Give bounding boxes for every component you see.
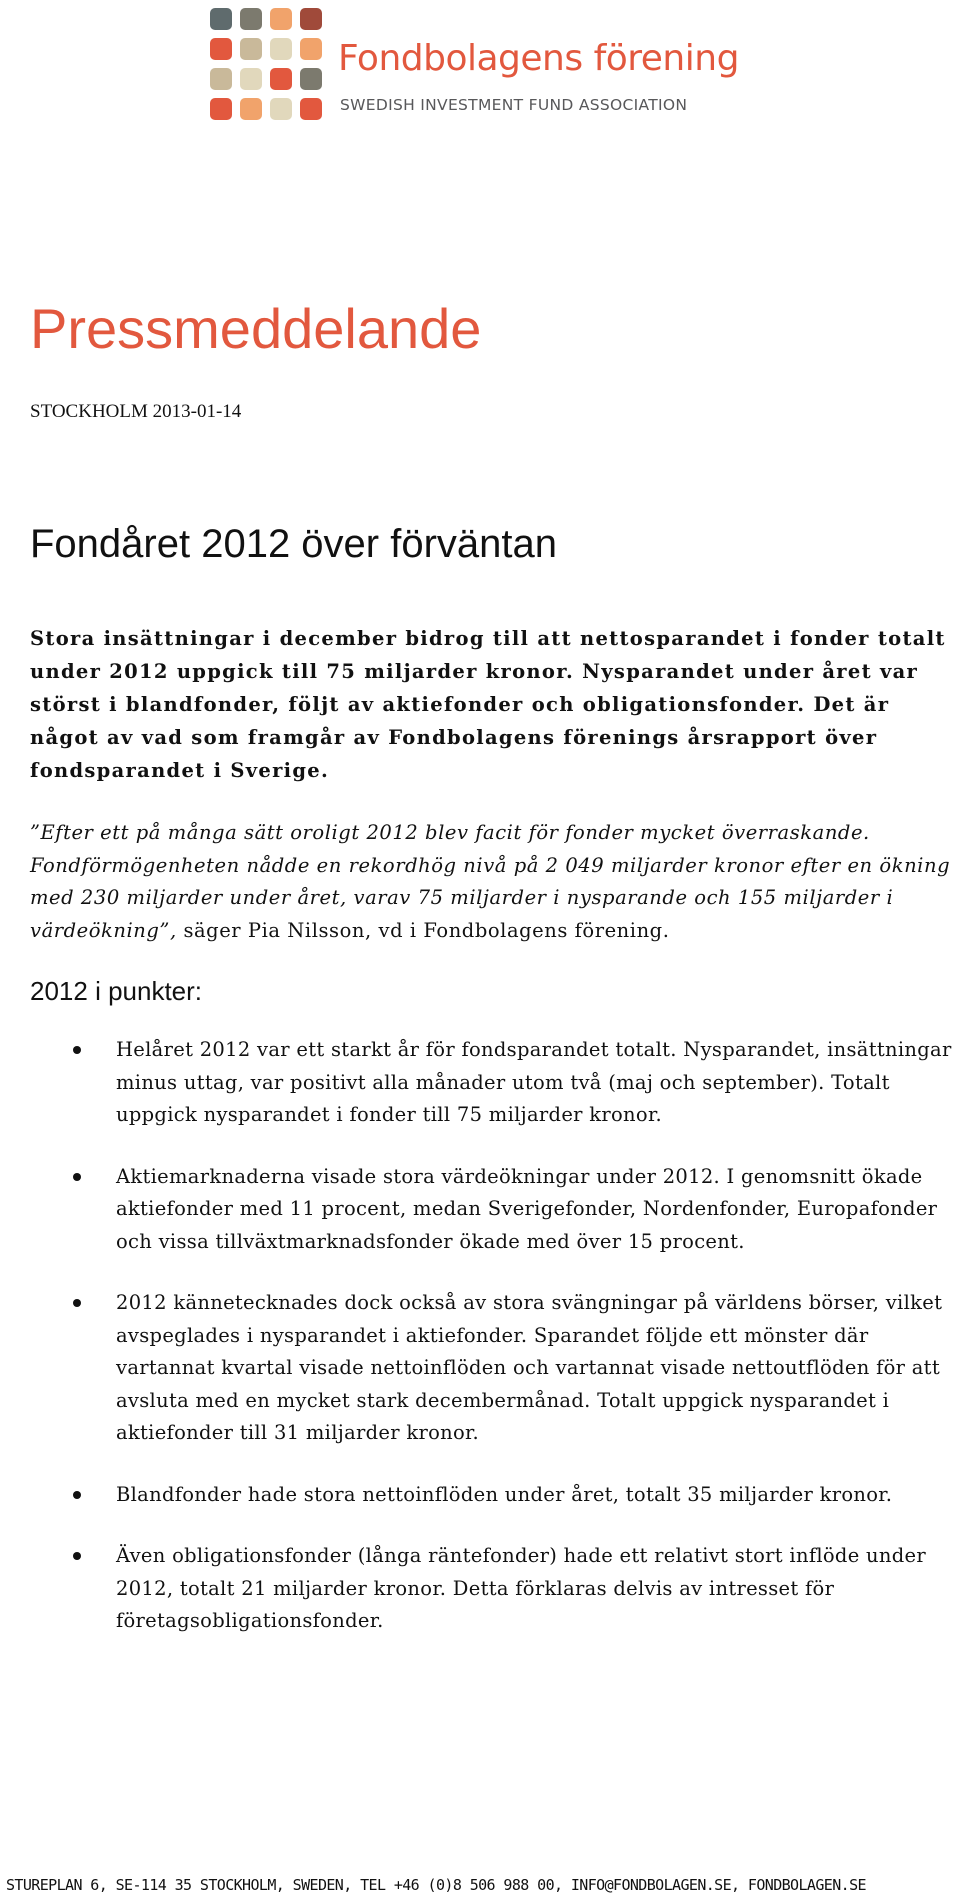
dateline: STOCKHOLM 2013-01-14 — [30, 401, 242, 422]
quote-paragraph — [30, 817, 960, 947]
quote-text: ”Efter ett på många sätt oroligt 2012 blev facit för fonder mycket överraskande. Fondförmögenheten nådde en rekordhög nivå på 2 049 miljarder kronor efter en ökning med 230 miljarder under året, varav 75 miljarder i nysparande och 155 miljarder i värdeökning”, — [30, 821, 951, 942]
bullet-icon — [73, 1046, 81, 1054]
logo-square — [210, 8, 232, 30]
list-item-text: 2012 kännetecknades dock också av stora svängningar på världens börser, vilket avspeglades i nysparandet i aktiefonder. Sparandet följde ett mönster där vartannat kvartal visade nettoinflöden och vartannat visade nettoutflöden för att avsluta med en mycket stark decembermånad. Totalt uppgick nysparandet i aktiefonder till 31 miljarder kronor. — [116, 1291, 943, 1444]
logo-square — [300, 98, 322, 120]
logo-square — [210, 98, 232, 120]
logo-square — [210, 68, 232, 90]
logo-square — [270, 68, 292, 90]
logo-square — [240, 8, 262, 30]
list-item — [116, 1540, 960, 1638]
footer-contact: STUREPLAN 6, SE-114 35 STOCKHOLM, SWEDEN, TEL +46 (0)8 506 988 00, INFO@FONDBOLAGEN.SE, FONDBOLAGEN.SE — [6, 1876, 866, 1894]
logo-square — [240, 38, 262, 60]
article-title: Fondåret 2012 över förväntan — [30, 522, 558, 566]
logo-square — [270, 38, 292, 60]
logo-square — [270, 8, 292, 30]
logo-square — [300, 68, 322, 90]
list-item — [116, 1479, 960, 1512]
press-release-heading: Pressmeddelande — [30, 297, 482, 360]
section-heading: 2012 i punkter: — [30, 976, 203, 1006]
key-points-list — [116, 1034, 960, 1667]
list-item-text: Även obligationsfonder (långa räntefonder) hade ett relativt stort inflöde under 2012, totalt 21 miljarder kronor. Detta förklaras delvis av intresset för företagsobligationsfonder. — [116, 1544, 927, 1632]
lead-paragraph: Stora insättningar i december bidrog till att nettosparandet i fonder totalt under 2012 uppgick till 75 miljarder kronor. Nysparandet under året var störst i blandfonder, följt av aktiefonder och obligationsfonder. Det är något av vad som framgår av Fondbolagens förenings årsrapport över fondsparandet i Sverige. — [30, 627, 946, 782]
list-item — [116, 1034, 960, 1132]
logo-mark — [210, 8, 322, 120]
logo-square — [300, 38, 322, 60]
logo-name: Fondbolagens förening — [338, 38, 739, 79]
bullet-icon — [73, 1299, 81, 1307]
logo-square — [240, 68, 262, 90]
list-item — [116, 1161, 960, 1259]
logo-square — [270, 98, 292, 120]
logo-tagline: SWEDISH INVESTMENT FUND ASSOCIATION — [340, 96, 688, 114]
list-item-text: Blandfonder hade stora nettoinflöden under året, totalt 35 miljarder kronor. — [116, 1482, 893, 1506]
bullet-icon — [73, 1552, 81, 1560]
quote-attribution: säger Pia Nilsson, vd i Fondbolagens förening. — [176, 918, 670, 942]
list-item-text: Helåret 2012 var ett starkt år för fondsparandet totalt. Nysparandet, insättningar minus uttag, var positivt alla månader utom två (maj och september). Totalt uppgick nysparandet i fonder till 75 miljarder kronor. — [116, 1038, 952, 1126]
list-item-text: Aktiemarknaderna visade stora värdeökningar under 2012. I genomsnitt ökade aktiefonder med 11 procent, medan Sverigefonder, Nordenfonder, Europafonder och vissa tillväxtmarknadsfonder ökade med över 15 procent. — [116, 1164, 938, 1253]
logo-square — [240, 98, 262, 120]
logo-square — [300, 8, 322, 30]
list-item — [116, 1287, 960, 1450]
bullet-icon — [73, 1491, 81, 1499]
organization-logo — [210, 8, 739, 120]
bullet-icon — [73, 1173, 81, 1181]
logo-square — [210, 38, 232, 60]
